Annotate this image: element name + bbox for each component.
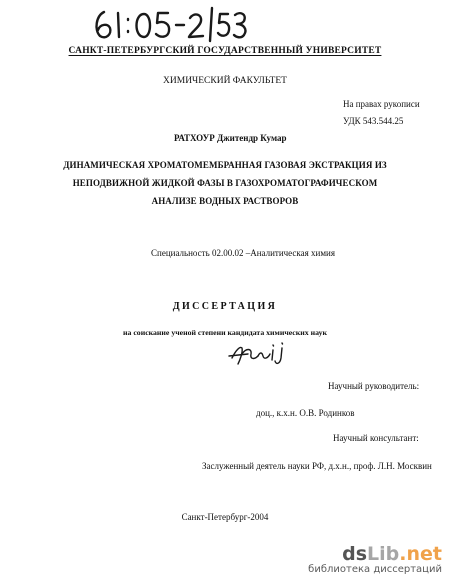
handwritten-signature [226,338,298,368]
supervisor-label: Научный руководитель: [328,381,420,391]
city-year: Санкт-Петербург-2004 [181,512,269,522]
degree-line: на соискание ученой степени кандидата химических наук [123,328,327,337]
title-line: НЕПОДВИЖНОЙ ЖИДКОЙ ФАЗЫ В ГАЗОХРОМАТОГРАФИЧЕСКОМ [72,178,378,188]
handwritten-archive-number [90,4,250,44]
supervisor-name: доц., к.х.н. О.В. Родинков [256,408,355,418]
dissertation-title [0,156,450,210]
dslib-logo: dsLib.net [342,543,442,565]
dslib-watermark[interactable] [308,544,442,575]
title-line: АНАЛИЗЕ ВОДНЫХ РАСТВОРОВ [151,196,299,206]
udk-code: УДК 543.544.25 [343,116,404,126]
consultant-label: Научный консультант: [333,433,419,443]
consultant-name: Заслуженный деятель науки РФ, д.х.н., проф. Л.Н. Москвин [202,461,432,471]
document-type: ДИССЕРТАЦИЯ [172,301,278,312]
university-name: САНКТ-ПЕТЕРБУРГСКИЙ ГОСУДАРСТВЕННЫЙ УНИВЕРСИТЕТ [68,46,382,56]
dslib-subtitle: библиотека диссертаций [308,564,442,575]
title-line: ДИНАМИЧЕСКАЯ ХРОМАТОМЕМБРАННАЯ ГАЗОВАЯ ЭКСТРАКЦИЯ ИЗ [63,160,387,170]
specialty: Специальность 02.00.02 –Аналитическая химия [151,248,335,258]
manuscript-rights: На правах рукописи [343,99,420,109]
author-name: РАТХОУР Джитендр Кумар [174,133,287,143]
faculty-name: ХИМИЧЕСКИЙ ФАКУЛЬТЕТ [163,76,287,86]
